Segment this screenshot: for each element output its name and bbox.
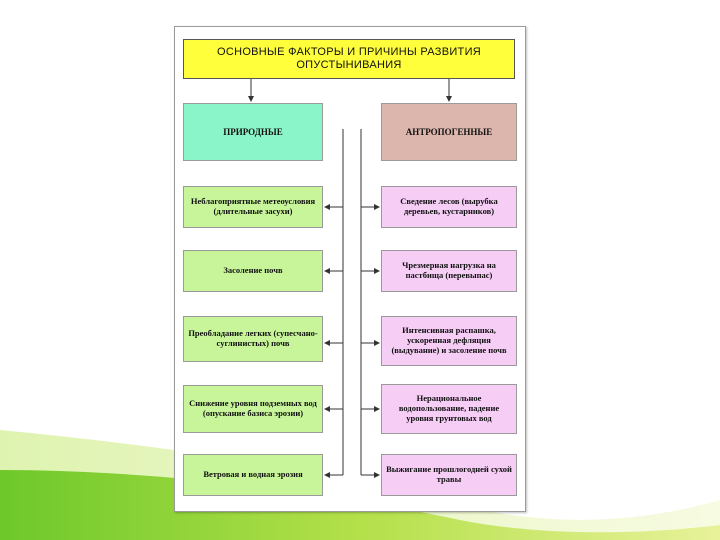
diagram-card [174,26,526,512]
natural-factor-item: Снижение уровня подземных вод (опускание базиса эрозии) [183,385,323,433]
natural-factors-header: ПРИРОДНЫЕ [183,103,323,161]
anthropogenic-factor-item: Чрезмерная нагрузка на пастбища (перевыпас) [381,250,517,292]
anthropogenic-factor-item: Сведение лесов (вырубка деревьев, кустарников) [381,186,517,228]
natural-factor-item: Ветровая и водная эрозия [183,454,323,496]
anthropogenic-factors-header: АНТРОПОГЕННЫЕ [381,103,517,161]
diagram-title: ОСНОВНЫЕ ФАКТОРЫ И ПРИЧИНЫ РАЗВИТИЯ ОПУСТЫНИВАНИЯ [183,39,515,79]
natural-factor-item: Неблагоприятные метеоусловия (длительные засухи) [183,186,323,228]
natural-factor-item: Преобладание легких (супесчано-суглинистых) почв [183,316,323,362]
anthropogenic-factor-item: Интенсивная распашка, ускоренная дефляция (выдувание) и засоление почв [381,316,517,366]
natural-factor-item: Засоление почв [183,250,323,292]
anthropogenic-factor-item: Нерациональное водопользование, падение уровня грунтовых вод [381,384,517,434]
anthropogenic-factor-item: Выжигание прошлогодней сухой травы [381,454,517,496]
